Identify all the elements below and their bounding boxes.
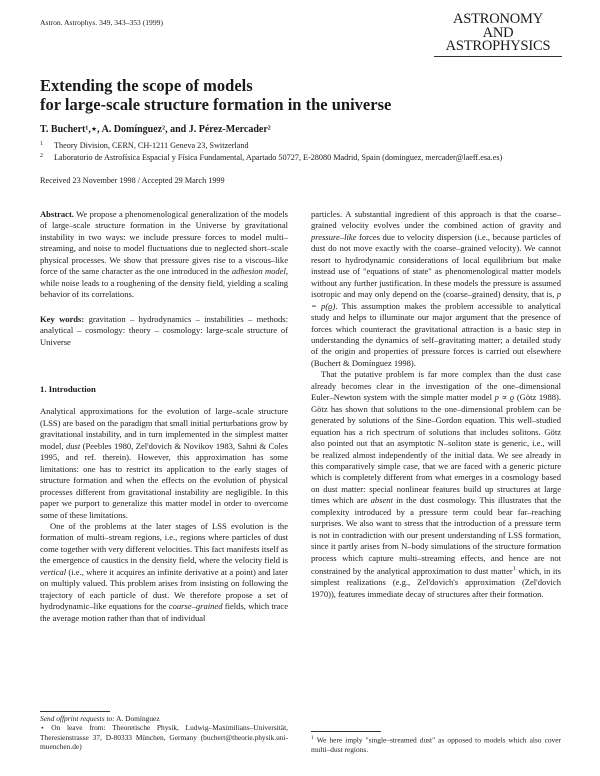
logo-rule bbox=[434, 56, 562, 57]
abstract-label: Abstract. bbox=[40, 209, 74, 219]
logo-line-astrophysics: ASTROPHYSICS bbox=[445, 38, 551, 54]
journal-logo bbox=[434, 13, 562, 54]
intro-p3-math: p = p(ϱ) bbox=[311, 289, 561, 311]
intro-p3-text-2: forces due to velocity dispersion (i.e., because particles of dust do not move exactly with the coarse–grained velocity). We cannot resort to hydrodynamic considerations of local equilibrium but make instead use of "equations of state" as phenomenological matter models without any further justification. In these models the pressure is assumed isotropic and may only depend on the (coarse–grained) density, that is, bbox=[311, 231, 561, 300]
abstract-text-2: , while noise leads to a roughening of the density field, yielding a scaling behavior of its correlations. bbox=[40, 266, 288, 300]
abstract-text-1: We propose a phenomenological generalization of the models of large–scale structure formation in the Universe by gravitational instability in two ways: we include pressure forces to model multi–streaming, and noise to model fluctuations due to neglected short–scale physical processes. We show that pressure gives rise to a viscous–like force of the same character as the one introduced in the bbox=[40, 209, 289, 277]
intro-paragraph-1 bbox=[40, 406, 288, 521]
intro-paragraph-4 bbox=[311, 369, 561, 600]
intro-p4-emphasis: absent bbox=[370, 495, 393, 506]
section-heading-introduction: 1. Introduction bbox=[40, 383, 96, 394]
intro-p1-emphasis: dust bbox=[65, 440, 81, 451]
right-column bbox=[311, 209, 561, 600]
intro-p3-text-3: . This assumption makes the problem accessible to analytical study and helps to illuminate our major argument that the presence of forces which counteract the gravitational attraction is a basic step in understanding the dynamics of self–gravitating matter; a detailed study of the origin and properties of pressure forces is carried out elsewhere (Buchert & Domínguez 1998). bbox=[311, 300, 561, 368]
affiliation-2 bbox=[40, 153, 502, 162]
intro-p2-text-1: One of the problems at the later stages of LSS evolution is the formation of multi–stream regions, i.e., regions where particles of dust come together with very different velocities. This fact manifests itself as the emergence of caustics in the density field, where the velocity field is bbox=[40, 520, 288, 566]
keywords-text: gravitation – hydrodynamics – instabilities – methods: analytical – cosmology: theory – cosmology: large-scale structure of Universe bbox=[40, 313, 288, 347]
offprint-note bbox=[40, 714, 288, 723]
intro-p1-text-2: (Peebles 1980, Zel'dovich & Novikov 1983, Sahni & Coles 1995, and ref. therein). However, this approximation has some limitations: one has to restrict its application to the early stages of structure formation and when the effects on the evolution of physical processes different from gravitational instability are negligible. In this paper we purport to generalize this matter model in order to overcome some of these limitations. bbox=[40, 440, 288, 520]
journal-reference: Astron. Astrophys. 349, 343–353 (1999) bbox=[40, 18, 163, 27]
offprint-label: Send offprint requests to: bbox=[40, 714, 115, 723]
abstract bbox=[40, 209, 288, 301]
keywords bbox=[40, 314, 288, 348]
affiliation-1-text: Theory Division, CERN, CH-1211 Geneva 23, Switzerland bbox=[54, 141, 249, 150]
title-line-2: for large-scale structure formation in the universe bbox=[40, 95, 392, 114]
keywords-label: Key words: bbox=[40, 313, 85, 324]
affiliation-1-number: 1 bbox=[40, 141, 43, 147]
author-footnote: ⋆ On leave from: Theoretische Physik, Ludwig–Maximilians–Universität, Theresienstrasse 37, D-80333 München, Germany (buchert@theorie.physik.uni-muenchen.de) bbox=[40, 723, 288, 752]
footnotes-left bbox=[40, 714, 288, 752]
intro-paragraph-2 bbox=[40, 521, 288, 624]
intro-p4-text-4: which, in its simplest realizations (e.g., Zel'dovich's approximation (Zel'dovich 1970)), features immediate decay of structures after their formation. bbox=[311, 565, 561, 599]
intro-p4-text-1: That the putative problem is far more complex than the dust case already becomes clear in the investigation of the one–dimensional Euler–Newton system with the simple matter model bbox=[311, 369, 561, 403]
intro-p2-emphasis-2: coarse–grained bbox=[168, 601, 223, 612]
intro-p2-text-3: fields, which trace the average motion rather than that of individual bbox=[40, 601, 288, 623]
left-column bbox=[40, 209, 288, 624]
paper-title bbox=[40, 76, 560, 114]
affiliation-2-text: Laboratorio de Astrofísica Espacial y Física Fundamental, Apartado 50727, E-28080 Madrid, Spain (dominguez, mercader@laeff.esa.es) bbox=[54, 153, 503, 162]
intro-p2-text-2: (i.e., where it acquires an infinite derivative at a point) and later on multiply valued. This problem arises from insisting on following the trajectory of each particle of dust. We therefore propose a set of hydrodynamic–like equations for the bbox=[40, 566, 288, 612]
offprint-name: A. Domínguez bbox=[114, 714, 160, 723]
affiliation-1 bbox=[40, 141, 249, 150]
intro-p4-text-3: in the dust cosmology. This illustrates that the complexity introduced by a pressure term could bear far–reaching surprises. We also want to stress that the introduction of a pressure term is not in contradiction with our present understanding of LSS formation, since it partly arises from N–body simulations of the structure formation process which capture multi–streaming effects, and hence are not constrained by the analytical approximation to dust matter bbox=[311, 495, 561, 576]
intro-p3-text-1: particles. A substantial ingredient of this approach is that the coarse–grained velocity evolves under the combined action of gravity and bbox=[311, 209, 561, 231]
title-line-1: Extending the scope of models bbox=[40, 76, 253, 95]
logo-line-astronomy: ASTRONOMY bbox=[452, 11, 544, 27]
footnote-rule-right bbox=[311, 731, 381, 732]
intro-p4-math: p ∝ ϱ bbox=[494, 392, 515, 403]
logo-line-and: AND bbox=[482, 24, 514, 41]
author-list: T. Buchert¹,⋆, A. Domínguez², and J. Pérez-Mercader² bbox=[40, 124, 271, 135]
intro-p4-text-2: (Götz 1988). Götz has shown that solutions to the one–dimensional problem can be generated by solutions of the Sine–Gordon equation. This well–studied equation has a rich spectrum of solutions that includes solitons. Götz also pointed out that an asymptotic N–soliton state is generic, i.e., will be realized almost independently of the initial data. We see already in this comparatively simple case, that we are faced with a generic picture which is completely different from what emerges in a cosmology based on dust matter: special nonlinear features build up structures at large times which are bbox=[311, 392, 561, 506]
footnote-1 bbox=[311, 734, 561, 754]
footnotes-right bbox=[311, 734, 561, 754]
intro-p2-emphasis-1: vertical bbox=[40, 566, 67, 577]
intro-paragraph-3 bbox=[311, 209, 561, 369]
intro-p3-emphasis: pressure–like bbox=[311, 231, 357, 242]
intro-p1-text-1: Analytical approximations for the evolution of large–scale structure (LSS) are based on the paradigm that small initial perturbations grow by gravitational instability, and in turn implemented in the simplest matter model, bbox=[40, 406, 288, 451]
received-dates: Received 23 November 1998 / Accepted 29 March 1999 bbox=[40, 176, 225, 185]
affiliation-2-number: 2 bbox=[40, 153, 43, 159]
footnote-1-number: 1 bbox=[311, 735, 314, 741]
abstract-emphasis: adhesion model bbox=[231, 266, 286, 277]
footnote-rule-left bbox=[40, 711, 110, 712]
footnote-marker-1: 1 bbox=[512, 566, 516, 573]
footnote-1-text: We here imply "single–streamed dust" as opposed to models which also cover multi–dust regions. bbox=[311, 735, 561, 754]
